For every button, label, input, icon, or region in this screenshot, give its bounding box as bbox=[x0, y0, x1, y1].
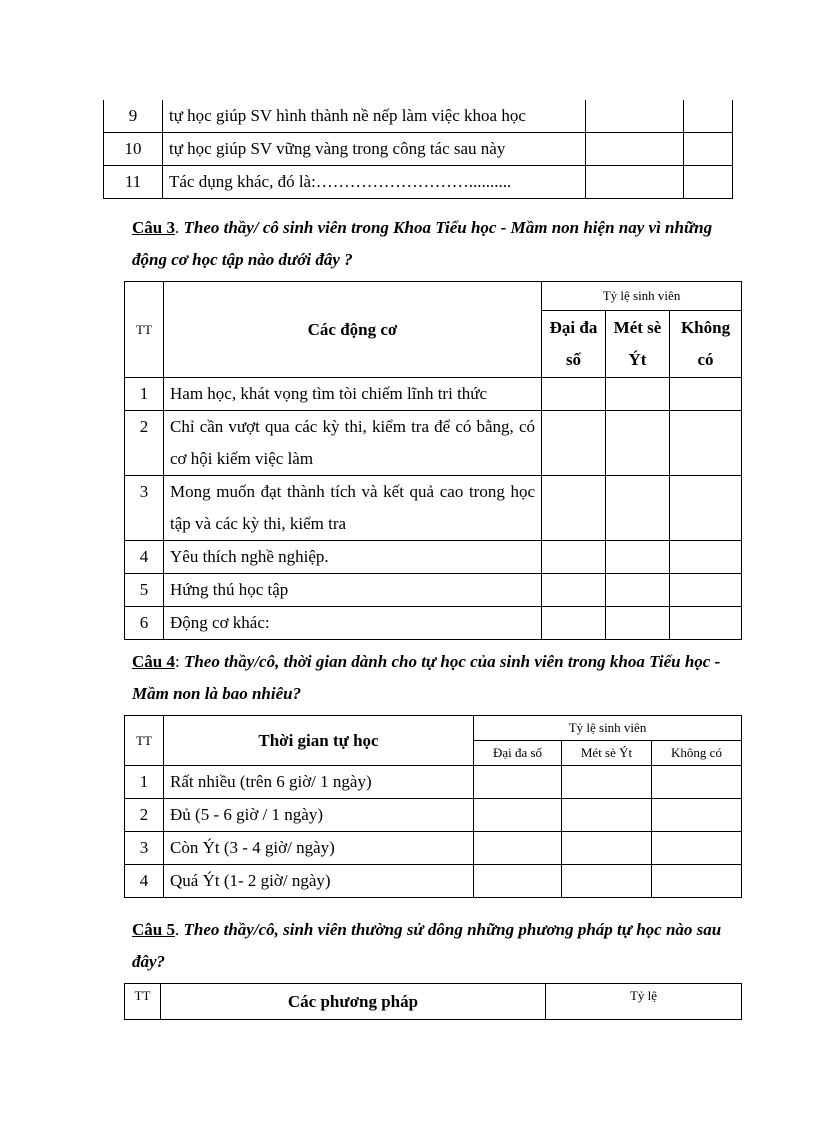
row-number: 1 bbox=[125, 766, 164, 799]
question-4 bbox=[132, 646, 738, 710]
row-number: 2 bbox=[125, 799, 164, 832]
row-text: Quá Ýt (1- 2 giờ/ ngày) bbox=[164, 865, 474, 898]
question-label: Câu 4 bbox=[132, 652, 175, 671]
row-text: Yêu thích nghề nghiệp. bbox=[164, 541, 542, 574]
header-col-2: Mét sè Ýt bbox=[606, 311, 670, 378]
table-row bbox=[125, 799, 742, 832]
question-separator: : bbox=[174, 652, 184, 671]
header-rate: Tỷ lệ bbox=[546, 984, 742, 1020]
empty-cell bbox=[542, 607, 606, 640]
row-text: Còn Ýt (3 - 4 giờ/ ngày) bbox=[164, 832, 474, 865]
empty-cell bbox=[670, 541, 742, 574]
empty-cell bbox=[542, 378, 606, 411]
row-number: 4 bbox=[125, 865, 164, 898]
question-label: Câu 3 bbox=[132, 218, 175, 237]
empty-cell bbox=[652, 832, 742, 865]
criteria-table-continuation bbox=[103, 100, 733, 199]
empty-cell bbox=[586, 133, 684, 166]
header-group: Tỷ lệ sinh viên bbox=[474, 716, 742, 741]
header-main: Các phương pháp bbox=[161, 984, 546, 1020]
row-number: 5 bbox=[125, 574, 164, 607]
question-separator: . bbox=[174, 920, 184, 939]
empty-cell bbox=[562, 766, 652, 799]
empty-cell bbox=[562, 865, 652, 898]
row-number: 10 bbox=[104, 133, 163, 166]
empty-cell bbox=[474, 766, 562, 799]
table-row bbox=[104, 166, 733, 199]
empty-cell bbox=[542, 476, 606, 541]
row-text: Tác dụng khác, đó là:……………………….......... bbox=[163, 166, 586, 199]
empty-cell bbox=[670, 378, 742, 411]
table-row bbox=[125, 832, 742, 865]
empty-cell bbox=[542, 411, 606, 476]
table-row bbox=[125, 476, 742, 541]
empty-cell bbox=[684, 100, 733, 133]
motivation-table bbox=[124, 281, 742, 640]
empty-cell bbox=[684, 166, 733, 199]
question-text: Theo thầy/ cô sinh viên trong Khoa Tiểu học - Mầm non hiện nay vì những động cơ học tập nào dưới đây ? bbox=[132, 218, 713, 269]
question-text: Theo thầy/cô, thời gian dành cho tự học của sinh viên trong khoa Tiểu học - Mầm non là bao nhiêu? bbox=[132, 652, 721, 703]
empty-cell bbox=[606, 574, 670, 607]
empty-cell bbox=[652, 865, 742, 898]
header-col-1: Đại đa số bbox=[542, 311, 606, 378]
methods-table bbox=[124, 983, 742, 1020]
empty-cell bbox=[606, 476, 670, 541]
study-time-table bbox=[124, 715, 742, 898]
row-number: 3 bbox=[125, 476, 164, 541]
table-row bbox=[125, 607, 742, 640]
row-text: Động cơ khác: bbox=[164, 607, 542, 640]
table-row bbox=[125, 766, 742, 799]
empty-cell bbox=[562, 799, 652, 832]
empty-cell bbox=[606, 607, 670, 640]
row-text: Đủ (5 - 6 giờ / 1 ngày) bbox=[164, 799, 474, 832]
empty-cell bbox=[670, 476, 742, 541]
table-row bbox=[125, 865, 742, 898]
empty-cell bbox=[684, 133, 733, 166]
question-3 bbox=[132, 212, 738, 276]
header-main: Thời gian tự học bbox=[164, 716, 474, 766]
question-text: Theo thầy/cô, sinh viên thường sử dông những phương pháp tự học nào sau đây? bbox=[132, 920, 722, 971]
table-row bbox=[125, 574, 742, 607]
row-text: Mong muốn đạt thành tích và kết quả cao trong học tập và các kỳ thi, kiểm tra bbox=[164, 476, 542, 541]
table-row bbox=[125, 541, 742, 574]
empty-cell bbox=[474, 865, 562, 898]
table-header-row bbox=[125, 984, 742, 1020]
question-separator: . bbox=[174, 218, 184, 237]
empty-cell bbox=[606, 411, 670, 476]
row-number: 11 bbox=[104, 166, 163, 199]
question-label: Câu 5 bbox=[132, 920, 175, 939]
empty-cell bbox=[474, 832, 562, 865]
empty-cell bbox=[586, 100, 684, 133]
row-text: Chỉ cần vượt qua các kỳ thi, kiểm tra để có bằng, có cơ hội kiếm việc làm bbox=[164, 411, 542, 476]
row-text: tự học giúp SV hình thành nề nếp làm việc khoa học bbox=[163, 100, 586, 133]
empty-cell bbox=[652, 799, 742, 832]
question-5 bbox=[132, 914, 738, 978]
row-text: Hứng thú học tập bbox=[164, 574, 542, 607]
header-tt: TT bbox=[125, 282, 164, 378]
row-text: tự học giúp SV vững vàng trong công tác sau này bbox=[163, 133, 586, 166]
header-group: Tỷ lệ sinh viên bbox=[542, 282, 742, 311]
table-row bbox=[125, 378, 742, 411]
table-row bbox=[125, 411, 742, 476]
empty-cell bbox=[562, 832, 652, 865]
header-col-2: Mét sè Ýt bbox=[562, 741, 652, 766]
empty-cell bbox=[586, 166, 684, 199]
empty-cell bbox=[652, 766, 742, 799]
empty-cell bbox=[542, 574, 606, 607]
empty-cell bbox=[474, 799, 562, 832]
header-col-3: Không có bbox=[652, 741, 742, 766]
row-number: 9 bbox=[104, 100, 163, 133]
row-number: 1 bbox=[125, 378, 164, 411]
row-number: 6 bbox=[125, 607, 164, 640]
empty-cell bbox=[606, 541, 670, 574]
empty-cell bbox=[542, 541, 606, 574]
row-text: Ham học, khát vọng tìm tòi chiếm lĩnh tri thức bbox=[164, 378, 542, 411]
header-tt: TT bbox=[125, 716, 164, 766]
row-text: Rất nhiều (trên 6 giờ/ 1 ngày) bbox=[164, 766, 474, 799]
header-col-3: Không có bbox=[670, 311, 742, 378]
row-number: 2 bbox=[125, 411, 164, 476]
empty-cell bbox=[670, 411, 742, 476]
empty-cell bbox=[606, 378, 670, 411]
header-tt: TT bbox=[125, 984, 161, 1020]
table-row bbox=[104, 100, 733, 133]
empty-cell bbox=[670, 574, 742, 607]
table-row bbox=[104, 133, 733, 166]
header-col-1: Đại đa số bbox=[474, 741, 562, 766]
row-number: 3 bbox=[125, 832, 164, 865]
header-main: Các động cơ bbox=[164, 282, 542, 378]
empty-cell bbox=[670, 607, 742, 640]
row-number: 4 bbox=[125, 541, 164, 574]
